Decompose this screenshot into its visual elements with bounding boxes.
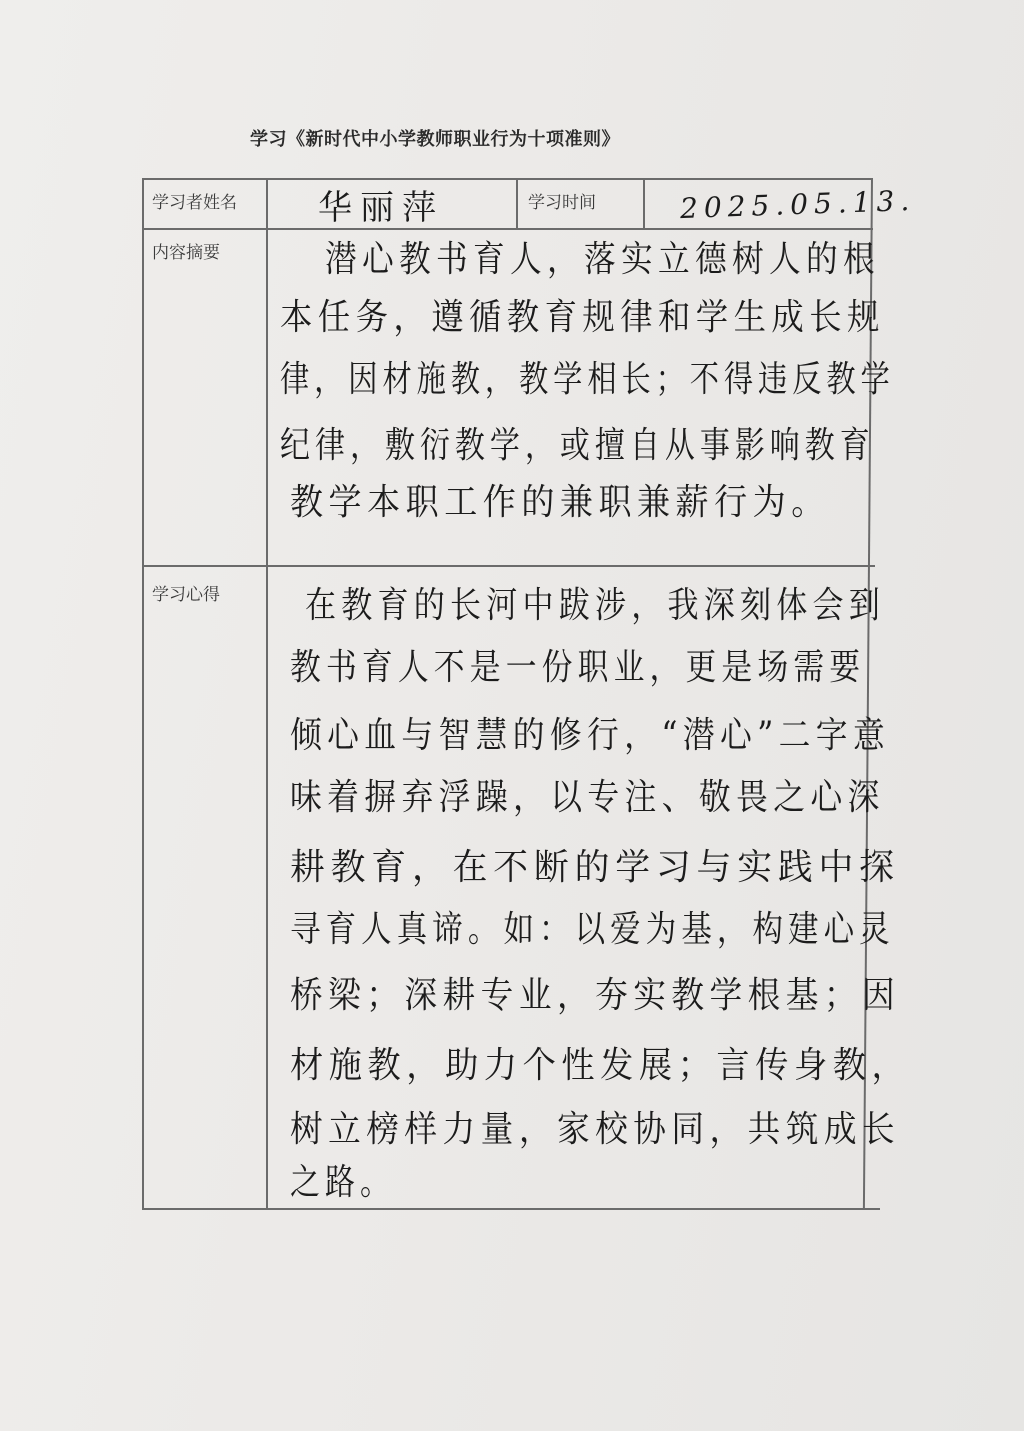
table-row-divider-1	[142, 228, 873, 230]
handwritten-line: 桥梁；深耕专业，夯实教学根基；因	[290, 975, 901, 1016]
handwritten-line: 树立榜样力量，家校协同，共筑成长	[290, 1109, 901, 1150]
handwritten-line: 纪律，敷衍教学，或擅自从事影响教育	[280, 425, 875, 466]
name-value: 华丽萍	[318, 188, 444, 228]
handwritten-line: 倾心血与智慧的修行，“潜心”二字意	[290, 715, 891, 756]
table-border-left	[142, 178, 144, 1209]
handwritten-line: 在教育的长河中跋涉，我深刻体会到	[305, 585, 885, 626]
document-title: 学习《新时代中小学教师职业行为十项准则》	[250, 129, 620, 150]
summary-label: 内容摘要	[152, 243, 220, 263]
handwritten-line: 材施教，助力个性发展；言传身教，	[290, 1045, 911, 1086]
handwritten-line: 教学本职工作的兼职兼薪行为。	[290, 482, 830, 523]
name-label: 学习者姓名	[152, 193, 237, 213]
handwritten-line: 味着摒弃浮躁，以专注、敬畏之心深	[290, 777, 885, 818]
handwritten-line: 教书育人不是一份职业，更是场需要	[290, 647, 866, 688]
time-value: 2025.05.13.	[679, 183, 916, 226]
table-row-divider-2	[142, 565, 875, 567]
table-header-divider-a	[516, 178, 518, 229]
table-label-column-divider	[266, 178, 268, 1209]
table-border-bottom	[142, 1208, 880, 1210]
handwritten-line: 耕教育，在不断的学习与实践中探	[290, 847, 900, 888]
handwritten-line: 本任务，遵循教育规律和学生成长规	[280, 297, 885, 338]
handwritten-line: 律，因材施教，教学相长；不得违反教学	[280, 359, 895, 400]
table-header-divider-b	[643, 178, 645, 229]
time-label: 学习时间	[528, 193, 596, 213]
table-border-top	[142, 178, 872, 180]
handwritten-line: 之路。	[290, 1162, 395, 1203]
handwritten-line: 寻育人真谛。如：以爱为基，构建心灵	[290, 909, 895, 950]
insight-label: 学习心得	[152, 585, 220, 605]
handwritten-line: 潜心教书育人，落实立德树人的根	[325, 239, 881, 280]
